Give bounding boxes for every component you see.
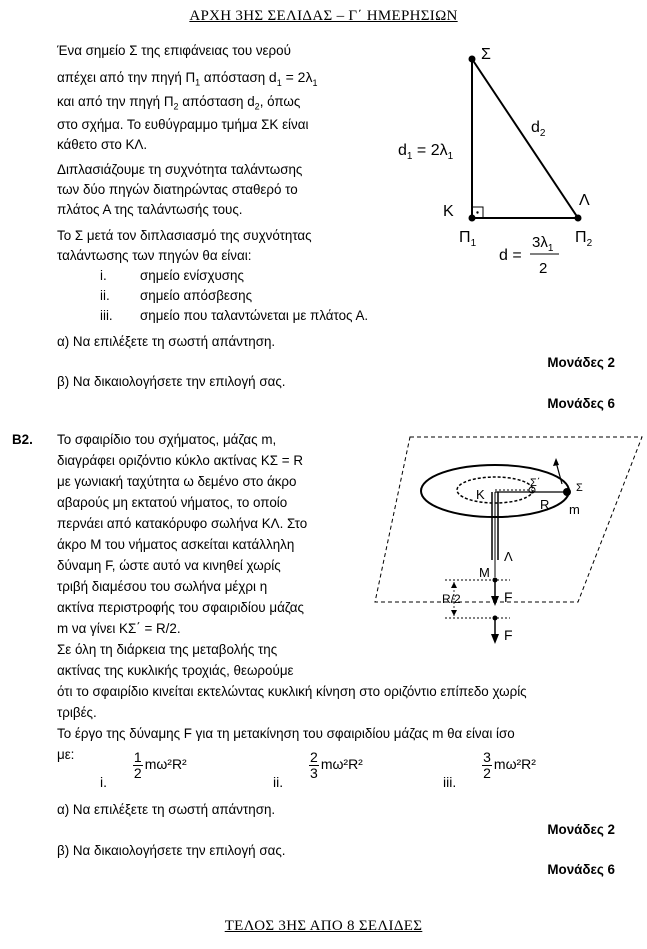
q1-option-2-num: ii. [100,288,110,303]
q1-line-4: στο σχήμα. Το ευθύγραμμο τμήμα ΣΚ είναι [57,117,309,132]
b2-line-15: Το έργο της δύναμης F για τη μετακίνηση του σφαιριδίου μάζας m θα είναι ίσο [57,726,515,741]
b2-line-12: ακτίνας της κυκλικής τροχιάς, θεωρούμε [57,663,294,678]
q1-line-7: των δύο πηγών διατηρώντας σταθερό το [57,182,298,197]
svg-text:Λ: Λ [504,549,513,564]
b2-marks-a: Μονάδες 2 [547,822,615,837]
fig1-lambda-label: Λ [579,192,590,209]
fig1-d2-label: $d_2$ [531,119,546,139]
q1-line-8: πλάτος Α της ταλάντωσής τους. [57,202,243,217]
svg-text:R: R [540,497,550,512]
b2-line-3: με γωνιακή ταχύτητα ω δεμένο στο άκρο [57,474,297,489]
q1-line-2: απέχει από την πηγή $\Pi_1$ απόσταση $d_1 = 2\lambda_1$ [57,69,318,88]
b2-line-2: διαγράφει οριζόντιο κύκλο ακτίνας ΚΣ = R [57,453,304,468]
fig1-d-numer: $3\lambda_1$ [532,234,554,254]
svg-text:M: M [479,565,490,580]
svg-text:F: F [504,627,513,643]
q1-option-1-text: σημείο ενίσχυσης [140,268,244,283]
figure-rotating-mass [370,432,645,652]
q1-part-b: β) Να δικαιολογήσετε την επιλογή σας. [57,374,286,389]
b2-line-9: ακτίνα περιστροφής του σφαιριδίου μάζας [57,600,305,615]
q1-line-6: Διπλασιάζουμε τη συχνότητα ταλάντωσης [57,162,303,177]
q1-line-5: κάθετο στο ΚΛ. [57,137,148,152]
q1-option-2-text: σημείο απόσβεσης [140,288,253,303]
b2-line-10: m να γίνει ΚΣ΄ = R/2. [57,621,181,636]
fig1-sigma-label: Σ [481,46,491,63]
b2-choice-2: ii. $\frac{2}{3}$ mω²R² [273,749,363,791]
q1-marks-a: Μονάδες 2 [547,355,615,370]
b2-choice-3: iii. $\frac{3}{2}$ mω²R² [443,749,536,791]
fig1-d-label: d = [499,247,522,264]
q1-option-3-text: σημείο που ταλαντώνεται με πλάτος Α. [140,308,369,323]
b2-line-5: περνάει από κατακόρυφο σωλήνα ΚΛ. Στο [57,516,308,531]
b2-label: Β2. [12,432,33,447]
svg-text:R/2: R/2 [442,592,461,606]
q1-option-1-num: i. [100,268,107,283]
fig1-d1-label: $d_1 = 2\lambda_1$ [398,142,454,162]
fig1-p1-label: $\Pi_1$ [459,229,477,249]
b2-line-11: Σε όλη τη διάρκεια της μεταβολής της [57,642,278,657]
q1-line-1: Ένα σημείο Σ της επιφάνειας του νερού [57,43,291,58]
fig1-d-denom: 2 [539,260,548,277]
q1-line-10: ταλάντωσης των πηγών θα είναι: [57,248,252,263]
b2-part-b: β) Να δικαιολογήσετε την επιλογή σας. [57,843,286,858]
page-footer: ΤΕΛΟΣ 3ΗΣ ΑΠΟ 8 ΣΕΛΙΔΕΣ [224,918,423,934]
page-header: ΑΡΧΗ 3ΗΣ ΣΕΛΙΔΑΣ – Γ΄ ΗΜΕΡΗΣΙΩΝ [189,8,458,24]
figure-triangle [395,35,615,285]
b2-line-13: ότι το σφαιρίδιο κινείται εκτελώντας κυκλική κίνηση στο οριζόντιο επίπεδο χωρίς [57,684,527,699]
q1-line-9: Το Σ μετά τον διπλασιασμό της συχνότητας [57,228,312,243]
svg-text:Σ: Σ [576,482,583,494]
q1-marks-b: Μονάδες 6 [547,396,615,411]
q1-part-a: α) Να επιλέξετε τη σωστή απάντηση. [57,334,276,349]
q1-option-3-num: iii. [100,308,113,323]
fig1-p2-label: $\Pi_2$ [575,229,593,249]
b2-part-a: α) Να επιλέξετε τη σωστή απάντηση. [57,802,276,817]
b2-line-8: τριβή διαμέσου του σωλήνα μέχρι η [57,579,268,594]
b2-line-7: δύναμη F, ώστε αυτό να κινηθεί χωρίς [57,558,281,573]
b2-line-1: Το σφαιρίδιο του σχήματος, μάζας m, [57,432,277,447]
svg-text:Κ: Κ [476,487,485,502]
b2-line-16: με: [57,747,75,762]
b2-marks-b: Μονάδες 6 [547,862,615,877]
b2-line-4: αβαρούς μη εκτατού νήματος, το οποίο [57,495,288,510]
b2-choice-1: i. $\frac{1}{2}$ mω²R² [100,749,187,791]
fig1-k-label: Κ [443,203,454,220]
svg-text:m: m [569,502,580,517]
svg-text:F: F [504,589,513,605]
q1-line-3: και από την πηγή $\Pi_2$ απόσταση $d_2$, όπως [57,94,301,112]
b2-line-14: τριβές. [57,705,97,720]
svg-text:Σ΄: Σ΄ [530,477,541,489]
b2-line-6: άκρο Μ του νήματος ασκείται κατάλληλη [57,537,295,552]
